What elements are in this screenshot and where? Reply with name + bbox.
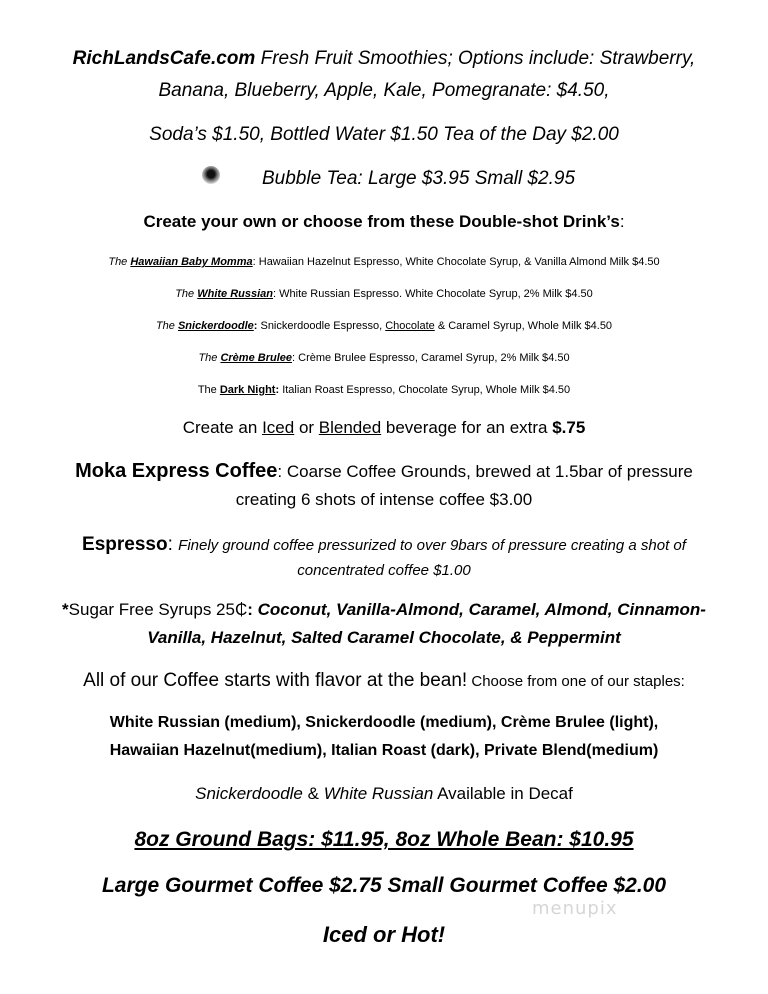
drink-white-russian: The White Russian: White Russian Espresso. White Chocolate Syrup, 2% Milk $4.50 (175, 288, 593, 300)
syrups-line-2: Vanilla, Hazelnut, Salted Caramel Chocolate, & Peppermint (147, 628, 621, 647)
drink-name: Dark Night (219, 384, 276, 396)
smoothies-line-1 (0, 48, 768, 70)
iced-or-hot-line: Iced or Hot! (322, 922, 446, 947)
drink-name: Crème Brulee (220, 352, 292, 364)
smoothies-line-2: Banana, Blueberry, Apple, Kale, Pomegranate: $4.50, (158, 80, 610, 101)
bullet-icon (202, 166, 220, 184)
drink-hawaiian-baby-momma: The Hawaiian Baby Momma: Hawaiian Hazelnut Espresso, White Chocolate Syrup, & Vanilla Almond Milk $4.50 (108, 256, 660, 268)
drink-name: Snickerdoodle (177, 320, 254, 332)
syrups-line-1: *Sugar Free Syrups 25₵: Coconut, Vanilla-Almond, Caramel, Almond, Cinnamon- (62, 600, 706, 619)
moka-title: Moka Express Coffee (75, 460, 278, 482)
drink-snickerdoodle: The Snickerdoodle: Snickerdoodle Espresso, Chocolate & Caramel Syrup, Whole Milk $4.50 (155, 320, 613, 332)
staples-line-1: White Russian (medium), Snickerdoodle (medium), Crème Brulee (light), (109, 714, 659, 731)
drink-dark-night: The Dark Night: Italian Roast Espresso, Chocolate Syrup, Whole Milk $4.50 (197, 384, 571, 396)
bean-bags-line: 8oz Ground Bags: $11.95, 8oz Whole Bean: $10.95 (134, 828, 634, 851)
decaf-line: Snickerdoodle & White Russian Available in Decaf (195, 784, 573, 803)
staples-line-2: Hawaiian Hazelnut(medium), Italian Roast (dark), Private Blend(medium) (109, 742, 659, 759)
bubble-tea-line: Bubble Tea: Large $3.95 Small $2.95 (262, 168, 576, 189)
cafe-website: RichLandsCafe.com (72, 48, 256, 69)
espresso-title: Espresso (82, 534, 168, 555)
menupix-watermark: menupix (532, 898, 618, 919)
gourmet-coffee-line: Large Gourmet Coffee $2.75 Small Gourmet Coffee $2.00 (101, 874, 667, 897)
coffee-intro-line: All of our Coffee starts with flavor at the bean! Choose from one of our staples: (83, 670, 685, 691)
drink-name: Hawaiian Baby Momma (130, 256, 253, 268)
iced-blended-line: Create an Iced or Blended beverage for an extra $.75 (182, 418, 586, 437)
drink-name: White Russian (197, 288, 274, 300)
double-shot-heading: Create your own or choose from these Double-shot Drink’s: (143, 212, 625, 231)
drink-creme-brulee: The Crème Brulee: Crème Brulee Espresso, Caramel Syrup, 2% Milk $4.50 (198, 352, 570, 364)
espresso-line-2: concentrated coffee $1.00 (297, 562, 471, 579)
extra-price: $.75 (552, 418, 586, 437)
espresso-line-1: Espresso: Finely ground coffee pressurized to over 9bars of pressure creating a shot of (82, 534, 686, 555)
sodas-line: Soda’s $1.50, Bottled Water $1.50 Tea of the Day $2.00 (149, 124, 619, 145)
moka-line-2: creating 6 shots of intense coffee $3.00 (235, 490, 533, 509)
moka-line-1: Moka Express Coffee: Coarse Coffee Grounds, brewed at 1.5bar of pressure (75, 460, 693, 482)
smoothies-text: Fresh Fruit Smoothies; Options include: Strawberry, (255, 48, 696, 69)
